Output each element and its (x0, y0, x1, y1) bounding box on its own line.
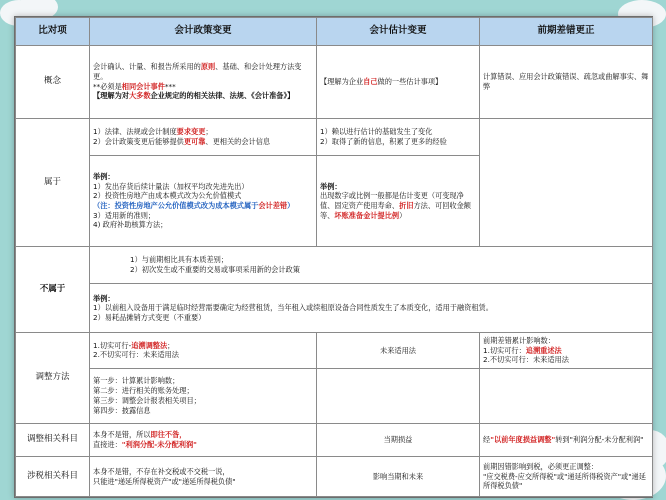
table-row-adjust-method (16, 333, 653, 369)
adjust-steps-cell (90, 368, 317, 423)
tax-item-estimate-cell: 影响当期和未来 (317, 457, 480, 497)
header-policy-change: 会计政策变更 (90, 18, 317, 46)
row-label-concept: 概念 (16, 45, 90, 118)
belongs-estimate-cell: 1）赖以进行估计的基础发生了变化 2）取得了新的信息，积累了更多的经验 (317, 118, 480, 156)
adjust-policy-cell: 1.切实可行-追溯调整法； 2.不切实可行：未来适用法 (90, 333, 317, 369)
step-item: 第四步：披露信息 (93, 405, 151, 415)
belongs-policy-example-cell: 举例： 1）发出存货后续计量法（加权平均改先进先出） 2）投资性房地产由成本模式改为公允价值模式 （注：投资性房地产公允价值模式改为成本模式属于会计差错） 3）适用新的准则； 4) 政府补助核算方法； (90, 156, 317, 247)
table-row-tax-items (16, 457, 653, 497)
header-error-correction: 前期差错更正 (480, 18, 653, 46)
table-row-not-belongs-example (16, 284, 653, 333)
not-belongs-example-cell: 举例： 1）以前租入设备用于满足临时经营需要确定为经营租赁，当年租入或续租原设备合同性质发生了本质变化，适用于融资租赁。 2）易耗品摊销方式变更（不重要） (90, 284, 653, 333)
step-item: 第三步：调整会计报表相关项目； (93, 395, 201, 405)
concept-estimate-cell: 【理解为企业自己做的一些估计事项】 (317, 45, 480, 118)
adjust-item-policy-cell: 本身不是错，所以即往不昝， 直接进："利润分配-未分配利润" (90, 423, 317, 456)
belongs-estimate-example-cell: 举例： 出现数字或比例一般都是估计变更（可变现净值、固定资产使用寿命、折旧方法、可回收金额等、坏账准备金计提比例） (317, 156, 480, 247)
adjust-error-cell: 前期差错累计影响数： 1.切实可行：追溯重述法 2.不切实可行：未来适用法 (480, 333, 653, 369)
header-estimate-change: 会计估计变更 (317, 18, 480, 46)
table-row-belongs-top (16, 118, 653, 156)
table-row-adjust-items (16, 423, 653, 456)
comparison-table-frame (14, 16, 653, 498)
step-item: 第一步：计算累计影响数； (93, 376, 180, 386)
concept-error-cell: 计算错误、应用会计政策错误、疏忽或曲解事实、舞弊 (480, 45, 653, 118)
accounting-comparison-table (15, 17, 653, 497)
header-row (16, 18, 653, 46)
adjust-steps-error-empty (480, 368, 653, 423)
adjust-item-error-cell: 经"以前年度损益调整"转到"利润分配-未分配利润" (480, 423, 653, 456)
table-row-not-belongs (16, 246, 653, 284)
not-belongs-cell: 1）与前期相比具有本质差别； 2）初次发生或不重要的交易或事项采用新的会计政策 (90, 246, 653, 284)
belongs-error-cell (480, 118, 653, 246)
belongs-policy-cell: 1）法律、法规或会计制度要求变更； 2）会计政策变更后能够提供更可靠、更相关的会计信息 (90, 118, 317, 156)
header-item: 比对项 (16, 18, 90, 46)
row-label-tax-items: 涉税相关科目 (16, 457, 90, 497)
adjust-item-estimate-cell: 当期损益 (317, 423, 480, 456)
tax-item-error-cell: 前期因错影响到税，必须更正调整： "应交税费-应交所得税"或"递延所得税资产"或"递延所得税负债" (480, 457, 653, 497)
concept-policy-cell: 会计确认、计量、和报告所采用的原则、基础、和会计处理方法变更。 **必须是相同会计事件*** 【理解为对大多数企业规定的的相关法律、法规、《会计准备》】 (90, 45, 317, 118)
step-item: 第二步：进行相关的账务处理； (93, 386, 194, 396)
row-label-adjust-method: 调整方法 (16, 333, 90, 424)
row-label-adjust-items: 调整相关科目 (16, 423, 90, 456)
tax-item-policy-cell: 本身不是错，不存在补交税或不交税一说， 只能进"递延所得税资产"或"递延所得税负债" (90, 457, 317, 497)
table-row-concept (16, 45, 653, 118)
table-row-adjust-steps (16, 368, 653, 423)
row-label-not-belongs: 不属于 (16, 246, 90, 332)
row-label-belongs: 属于 (16, 118, 90, 246)
adjust-estimate-cell: 未来适用法 (317, 333, 480, 369)
adjust-steps-estimate-empty (317, 368, 480, 423)
